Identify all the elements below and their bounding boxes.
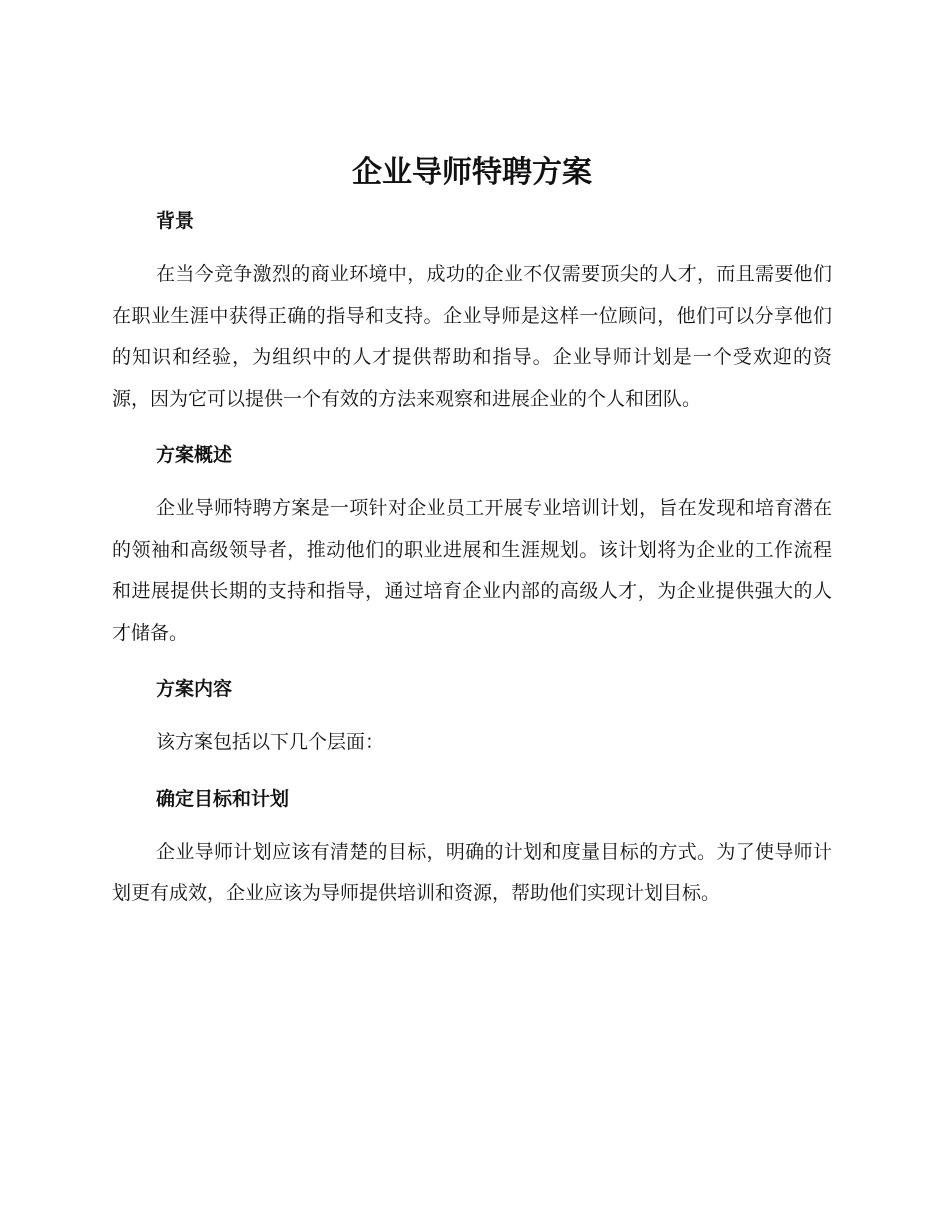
section-heading-content: 方案内容 xyxy=(156,678,233,700)
section-paragraph-goals: 企业导师计划应该有清楚的目标，明确的计划和度量目标的方式。为了使导师计划更有成效，企业应该为导师提供培训和资源，帮助他们实现计划目标。 xyxy=(112,840,832,904)
document-body xyxy=(112,148,832,915)
section-heading-overview: 方案概述 xyxy=(156,444,233,466)
section-heading-goals: 确定目标和计划 xyxy=(156,787,290,810)
section-heading-background: 背景 xyxy=(156,210,195,232)
document-title: 企业导师特聘方案 xyxy=(352,155,592,190)
section-paragraph-content: 该方案包括以下几个层面： xyxy=(156,731,385,753)
section-paragraph-background: 在当今竞争激烈的商业环境中，成功的企业不仅需要顶尖的人才，而且需要他们在职业生涯中获得正确的指导和支持。企业导师是这样一位顾问，他们可以分享他们的知识和经验，为组织中的人才提供帮助和指导。企业导师计划是一个受欢迎的资源，因为它可以提供一个有效的方法来观察和进展企业的个人和团队。 xyxy=(112,263,832,410)
section-paragraph-overview: 企业导师特聘方案是一项针对企业员工开展专业培训计划，旨在发现和培育潜在的领袖和高级领导者，推动他们的职业进展和生涯规划。该计划将为企业的工作流程和进展提供长期的支持和指导，通过培育企业内部的高级人才，为企业提供强大的人才储备。 xyxy=(112,497,832,644)
